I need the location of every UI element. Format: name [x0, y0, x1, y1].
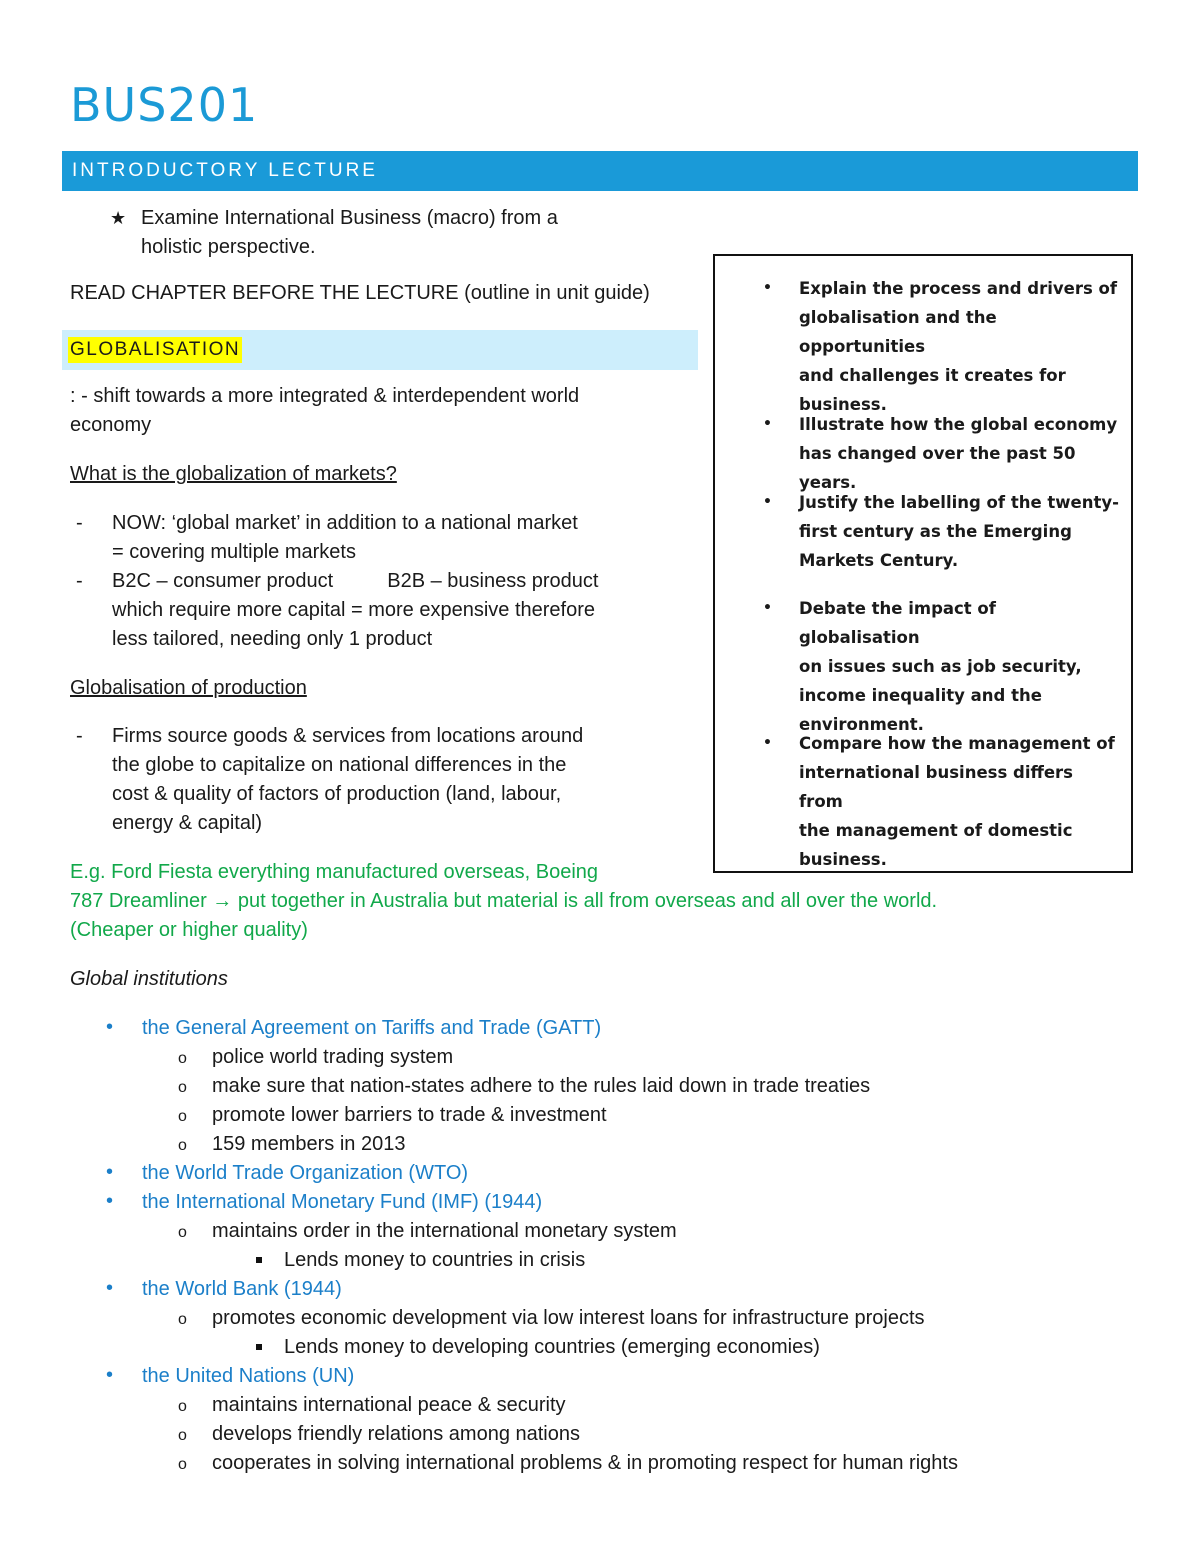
list-item [70, 509, 700, 567]
list-item [70, 722, 700, 838]
institutions-list [70, 1014, 1170, 1478]
example-line-2: 787 Dreamliner → put together in Australia but material is all from overseas and all over the world. [70, 890, 938, 912]
objective-2-line-1: Illustrate how the global economy [799, 415, 1118, 434]
point-text: 159 members in 2013 [212, 1133, 406, 1155]
objective-5-line-2: international business differs from [799, 763, 1073, 811]
learning-objectives-box [713, 254, 1133, 873]
dash-marker: - [76, 570, 83, 592]
institution-name: the International Monetary Fund (IMF) (1944) [142, 1191, 543, 1213]
list-item [70, 1420, 1170, 1449]
markets-point-2-line-3: less tailored, needing only 1 product [112, 628, 433, 650]
point-text: cooperates in solving international problems & in promoting respect for human rights [212, 1452, 958, 1474]
list-item [70, 1333, 1170, 1362]
objective-item [763, 729, 1119, 874]
objective-1-line-2: globalisation and the opportunities [799, 308, 997, 356]
institution-name: the World Bank (1944) [142, 1278, 342, 1300]
circle-bullet-icon: o [178, 1108, 187, 1125]
objective-2-line-2: has changed over the past 50 years. [799, 444, 1076, 492]
objective-item [763, 410, 1119, 497]
institution-un [70, 1362, 1170, 1391]
objective-5-line-1: Compare how the management of [799, 734, 1115, 753]
objective-5-line-3: the management of domestic [799, 821, 1073, 840]
markets-list [70, 509, 700, 654]
example-line-1: E.g. Ford Fiesta everything manufactured overseas, Boeing [70, 861, 599, 883]
circle-bullet-icon: o [178, 1427, 187, 1444]
sub-point-text: Lends money to countries in crisis [284, 1249, 586, 1271]
point-text: promote lower barriers to trade & investment [212, 1104, 607, 1126]
bullet-icon: • [763, 494, 772, 510]
document-title: BUS201 [70, 78, 259, 132]
institution-wto [70, 1159, 1170, 1188]
institution-world-bank [70, 1275, 1170, 1304]
bullet-icon: • [106, 1364, 114, 1386]
markets-point-1-line-1: NOW: ‘global market’ in addition to a national market [112, 512, 578, 534]
objective-5-line-4: business. [799, 850, 887, 869]
point-text: develops friendly relations among nations [212, 1423, 580, 1445]
point-text: make sure that nation-states adhere to the rules laid down in trade treaties [212, 1075, 871, 1097]
bullet-icon: • [106, 1161, 114, 1183]
production-line-3: cost & quality of factors of production (land, labour, [112, 783, 562, 805]
read-note: READ CHAPTER BEFORE THE LECTURE (outline in unit guide) [70, 282, 650, 304]
institution-imf [70, 1188, 1170, 1217]
bullet-icon: • [763, 600, 772, 616]
production-list [70, 722, 700, 838]
circle-bullet-icon: o [178, 1137, 187, 1154]
institution-name: the General Agreement on Tariffs and Trade (GATT) [142, 1017, 602, 1039]
circle-bullet-icon: o [178, 1456, 187, 1473]
example-line-3: (Cheaper or higher quality) [70, 919, 308, 941]
intro-line-2: holistic perspective. [141, 236, 316, 258]
bullet-icon: • [106, 1016, 114, 1038]
circle-bullet-icon: o [178, 1079, 187, 1096]
point-text: police world trading system [212, 1046, 454, 1068]
circle-bullet-icon: o [178, 1311, 187, 1328]
objective-4-line-4: environment. [799, 715, 924, 734]
b2b-label: B2B – business product [387, 570, 599, 592]
bullet-icon: • [106, 1190, 114, 1212]
intro-bullet [110, 204, 670, 262]
section-banner: INTRODUCTORY LECTURE [62, 151, 1138, 191]
definition-line-2: economy [70, 414, 152, 436]
square-bullet-icon [256, 1257, 262, 1263]
b2c-label: B2C – consumer product [112, 570, 334, 592]
objective-item [763, 594, 1119, 739]
definition-line-1: : - shift towards a more integrated & interdependent world [70, 385, 580, 407]
list-item [70, 1043, 1170, 1072]
bullet-icon: • [763, 416, 772, 432]
institution-name: the United Nations (UN) [142, 1365, 355, 1387]
objective-4-line-1: Debate the impact of globalisation [799, 599, 996, 647]
objective-3-line-1: Justify the labelling of the twenty- [799, 493, 1119, 512]
objective-4-line-3: income inequality and the [799, 686, 1042, 705]
production-line-1: Firms source goods & services from locations around [112, 725, 584, 747]
circle-bullet-icon: o [178, 1050, 187, 1067]
list-item [70, 1391, 1170, 1420]
production-heading: Globalisation of production [70, 677, 307, 699]
list-item [70, 1449, 1170, 1478]
list-item [70, 1304, 1170, 1333]
production-line-2: the globe to capitalize on national differences in the [112, 754, 567, 776]
markets-point-1-line-2: = covering multiple markets [112, 541, 356, 563]
objective-1-line-1: Explain the process and drivers of [799, 279, 1118, 298]
list-item [70, 1072, 1170, 1101]
production-line-4: energy & capital) [112, 812, 263, 834]
objective-3-line-2: first century as the Emerging [799, 522, 1072, 541]
bullet-icon: • [763, 280, 772, 296]
bullet-icon: • [106, 1277, 114, 1299]
institutions-heading: Global institutions [70, 968, 228, 990]
institution-gatt [70, 1014, 1170, 1043]
point-text: maintains international peace & security [212, 1394, 566, 1416]
objective-1-line-3: and challenges it creates for [799, 366, 1066, 385]
list-item [70, 1217, 1170, 1246]
square-bullet-icon [256, 1344, 262, 1350]
objective-3-line-3: Markets Century. [799, 551, 959, 570]
circle-bullet-icon: o [178, 1398, 187, 1415]
list-item [70, 1130, 1170, 1159]
list-item [70, 567, 700, 654]
objective-4-line-2: on issues such as job security, [799, 657, 1082, 676]
bullet-icon: • [763, 735, 772, 751]
objective-item [763, 488, 1119, 575]
markets-heading: What is the globalization of markets? [70, 463, 397, 485]
objective-1-line-4: business. [799, 395, 887, 414]
list-item [70, 1246, 1170, 1275]
dash-marker: - [76, 512, 83, 534]
list-item [70, 1101, 1170, 1130]
globalisation-heading: GLOBALISATION [68, 337, 242, 363]
point-text: maintains order in the international monetary system [212, 1220, 677, 1242]
intro-line-1: Examine International Business (macro) from a [141, 207, 558, 229]
sub-point-text: Lends money to developing countries (emerging economies) [284, 1336, 820, 1358]
point-text: promotes economic development via low interest loans for infrastructure projects [212, 1307, 925, 1329]
dash-marker: - [76, 725, 83, 747]
objective-item [763, 274, 1119, 419]
star-icon: ★ [110, 208, 127, 228]
circle-bullet-icon: o [178, 1224, 187, 1241]
institution-name: the World Trade Organization (WTO) [142, 1162, 469, 1184]
markets-point-2-line-2: which require more capital = more expensive therefore [112, 599, 596, 621]
